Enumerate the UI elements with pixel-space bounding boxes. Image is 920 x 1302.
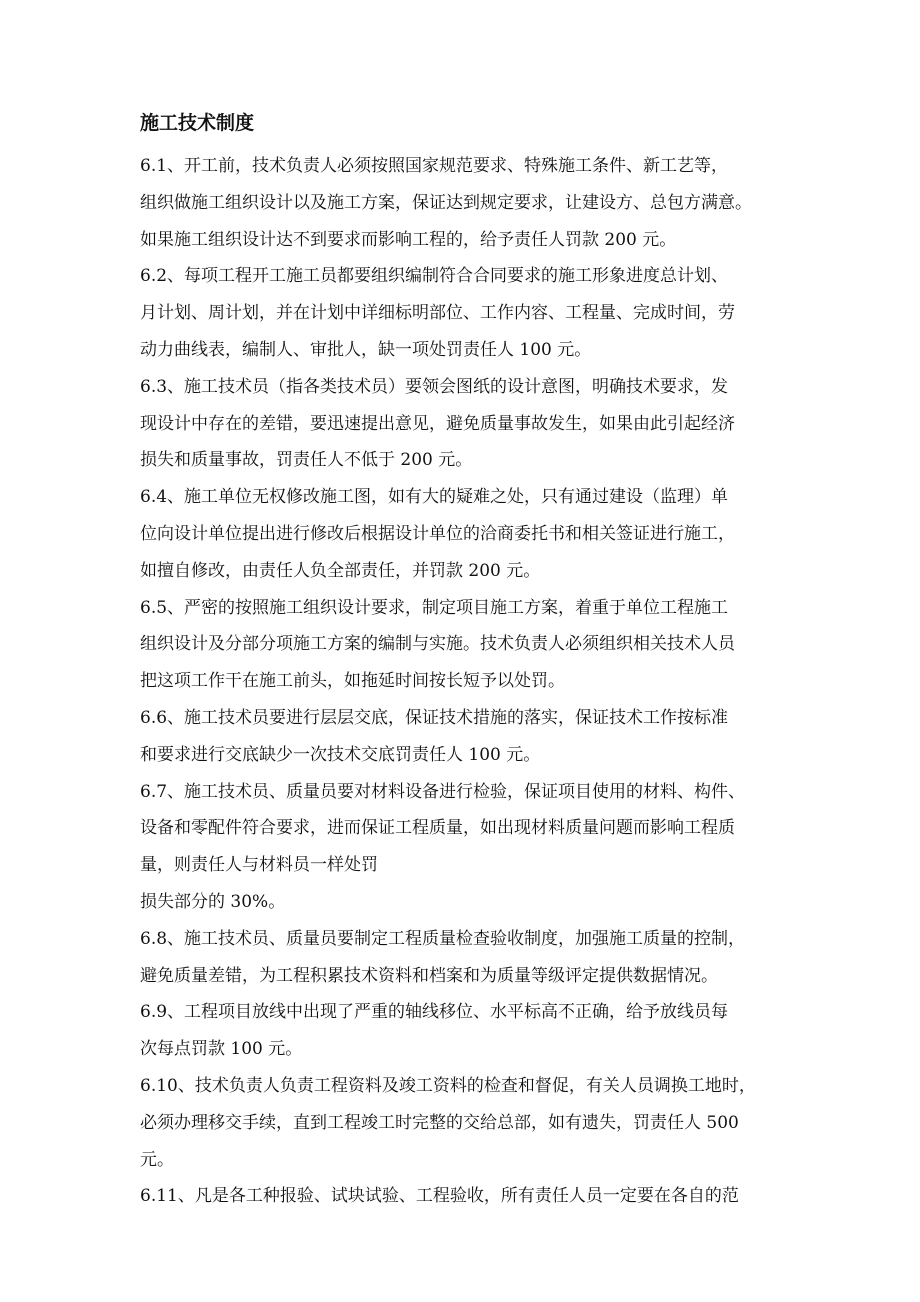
text-line: 6.4、施工单位无权修改施工图，如有大的疑难之处，只有通过建设（监理）单 (140, 487, 729, 508)
text-line: 把这项工作干在施工前头，如拖延时间按长短予以处罚。 (140, 671, 565, 692)
text-line: 动力曲线表，编制人、审批人，缺一项处罚责任人 100 元。 (140, 339, 592, 360)
text-line: 必须办理移交手续，直到工程竣工时完整的交给总部，如有遗失，罚责任人 500 (140, 1112, 739, 1133)
text-line: 避免质量差错，为工程积累技术资料和档案和为质量等级评定提供数据情况。 (140, 965, 718, 986)
document-title: 施工技术制度 (140, 112, 255, 134)
text-line: 组织设计及分部分项施工方案的编制与实施。技术负责人必须组织相关技术人员 (140, 634, 735, 655)
text-line: 6.10、技术负责人负责工程资料及竣工资料的检查和督促，有关人员调换工地时， (140, 1075, 756, 1096)
document-text (140, 148, 780, 1215)
text-line: 6.9、工程项目放线中出现了严重的轴线移位、水平标高不正确，给予放线员每 (140, 1002, 729, 1023)
text-line: 6.2、每项工程开工施工员都要组织编制符合合同要求的施工形象进度总计划、 (140, 266, 729, 287)
text-line: 月计划、周计划，并在计划中详细标明部位、工作内容、工程量、完成时间，劳 (140, 303, 735, 324)
document-body (140, 110, 780, 1215)
text-line: 6.3、施工技术员（指各类技术员）要领会图纸的设计意图，明确技术要求，发 (140, 376, 729, 397)
text-line: 组织做施工组织设计以及施工方案，保证达到规定要求，让建设方、总包方满意。 (140, 192, 752, 213)
text-line: 6.11、凡是各工种报验、试块试验、工程验收，所有责任人员一定要在各自的范 (140, 1186, 739, 1207)
text-line: 6.8、施工技术员、质量员要制定工程质量检查验收制度，加强施工质量的控制， (140, 928, 746, 949)
text-line: 现设计中存在的差错，要迅速提出意见，避免质量事故发生，如果由此引起经济 (140, 413, 735, 434)
text-line: 如擅自修改，由责任人负全部责任，并罚款 200 元。 (140, 560, 541, 581)
text-line: 次每点罚款 100 元。 (140, 1039, 303, 1060)
text-line: 位向设计单位提出进行修改后根据设计单位的洽商委托书和相关签证进行施工， (140, 523, 735, 544)
text-line: 元。 (140, 1149, 174, 1170)
text-line: 损失部分的 30%。 (140, 891, 286, 912)
text-line: 6.6、施工技术员要进行层层交底，保证技术措施的落实，保证技术工作按标准 (140, 707, 729, 728)
text-line: 损失和质量事故，罚责任人不低于 200 元。 (140, 450, 473, 471)
text-line: 如果施工组织设计达不到要求而影响工程的，给予责任人罚款 200 元。 (140, 229, 677, 250)
text-line: 和要求进行交底缺少一次技术交底罚责任人 100 元。 (140, 744, 541, 765)
text-line: 量，则责任人与材料员一样处罚 (140, 855, 378, 876)
text-line: 6.5、严密的按照施工组织设计要求，制定项目施工方案，着重于单位工程施工 (140, 597, 729, 618)
text-line: 设备和零配件符合要求，进而保证工程质量，如出现材料质量问题而影响工程质 (140, 818, 735, 839)
text-line: 6.7、施工技术员、质量员要对材料设备进行检验，保证项目使用的材料、构件、 (140, 781, 746, 802)
text-line: 6.1、开工前，技术负责人必须按照国家规范要求、特殊施工条件、新工艺等， (140, 156, 729, 176)
